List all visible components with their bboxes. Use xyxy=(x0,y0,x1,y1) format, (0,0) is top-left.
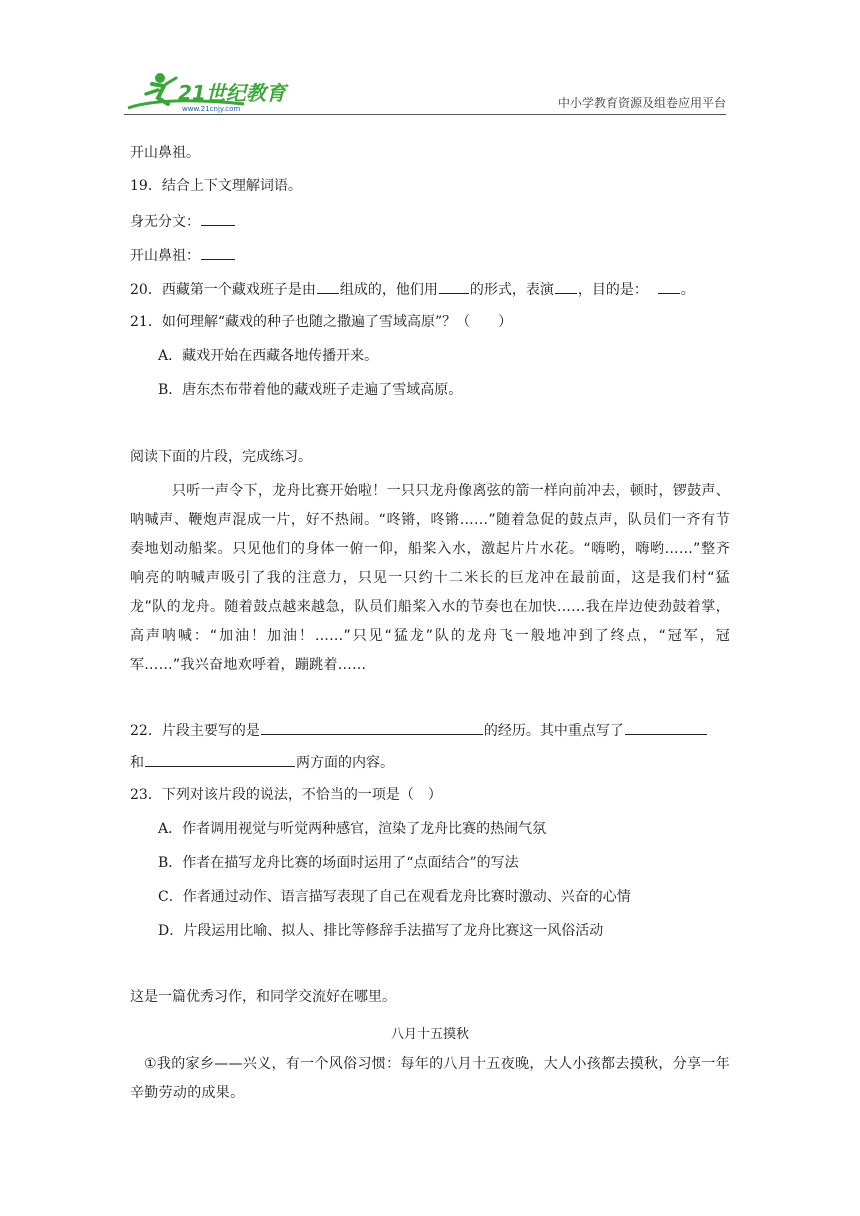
logo-url: www.21cnjy.com xyxy=(182,105,241,113)
page-header xyxy=(124,64,726,116)
q22-part: 22．片段主要写的是 xyxy=(130,723,260,739)
answer-blank[interactable] xyxy=(201,211,235,226)
reading-instruction: 阅读下面的片段，完成练习。 xyxy=(130,449,312,465)
answer-blank[interactable] xyxy=(439,279,469,294)
item-label: 身无分文： xyxy=(130,214,200,230)
question-19-item-a xyxy=(130,211,236,231)
option-c[interactable]: C．作者通过动作、语言描写表现了自己在观看龙舟比赛时激动、兴奋的心情 xyxy=(158,889,631,905)
text-line: 开山鼻祖。 xyxy=(130,145,200,161)
answer-blank[interactable] xyxy=(201,245,235,260)
question-19: 19．结合上下文理解词语。 xyxy=(130,178,302,194)
q20-part: 组成的，他们用 xyxy=(339,282,438,298)
q20-part: 20．西藏第一个藏戏班子是由 xyxy=(130,282,316,298)
question-22-line-1 xyxy=(130,720,708,740)
option-b[interactable]: B．作者在描写龙舟比赛的场面时运用了“点面结合”的写法 xyxy=(158,855,519,871)
site-logo xyxy=(124,68,294,114)
answer-blank[interactable] xyxy=(261,720,483,735)
reading-passage: 只听一声令下，龙舟比赛开始啦！一只只龙舟像离弦的箭一样向前冲去，顿时，锣鼓声、呐喊声、鞭炮声混成一片，好不热闹。“咚锵，咚锵……”随着急促的鼓点声，队员们一齐有节奏地划动船桨。只见他们的身体一俯一仰，船桨入水，激起片片水花。“嗨哟，嗨哟……”整齐响亮的呐喊声吸引了我的注意力，只见一只约十二米长的巨龙冲在最前面，这是我们村“猛龙”队的龙舟。随着鼓点越来越急，队员们船桨入水的节奏也在加快……我在岸边使劲鼓着掌，高声呐喊：“加油！加油！……”只见“猛龙”队的龙舟飞一般地冲到了终点，“冠军，冠军……”我兴奋地欢呼着，蹦跳着…… xyxy=(130,483,730,673)
question-19-item-b xyxy=(130,245,236,265)
header-divider xyxy=(124,114,726,115)
q22-part: 两方面的内容。 xyxy=(296,755,394,771)
question-21: 21．如何理解“藏戏的种子也随之撒遍了雪域高原”？（ ） xyxy=(130,314,513,330)
answer-blank[interactable] xyxy=(625,720,707,735)
logo-text: 21世纪教育 xyxy=(178,81,286,105)
option-b[interactable]: B．唐东杰布带着他的藏戏班子走遍了雪域高原。 xyxy=(158,382,463,398)
question-23: 23．下列对该片段的说法，不恰当的一项是（ ） xyxy=(130,787,442,803)
answer-blank[interactable] xyxy=(317,279,339,294)
essay-paragraph-1: ①我的家乡——兴义，有一个风俗习惯：每年的八月十五夜晚，大人小孩都去摸秋，分享一年辛勤劳动的成果。 xyxy=(130,1056,730,1101)
q20-part: 的形式，表演 xyxy=(469,282,554,298)
question-22-line-2 xyxy=(130,752,394,772)
answer-blank[interactable] xyxy=(145,752,295,767)
q22-part: 和 xyxy=(130,755,144,771)
option-a[interactable]: A．藏戏开始在西藏各地传播开来。 xyxy=(158,348,379,364)
option-a[interactable]: A．作者调用视觉与听觉两种感官，渲染了龙舟比赛的热闹气氛 xyxy=(158,821,547,837)
q22-part: 的经历。其中重点写了 xyxy=(483,723,624,739)
option-d[interactable]: D．片段运用比喻、拟人、排比等修辞手法描写了龙舟比赛这一风俗活动 xyxy=(158,923,604,939)
q20-part: 。 xyxy=(680,282,695,298)
answer-blank[interactable] xyxy=(658,279,680,294)
question-20 xyxy=(130,279,695,299)
essay-instruction: 这是一篇优秀习作，和同学交流好在哪里。 xyxy=(130,989,396,1005)
platform-name: 中小学教育资源及组卷应用平台 xyxy=(557,96,726,110)
essay-title: 八月十五摸秋 xyxy=(390,1027,469,1042)
answer-blank[interactable] xyxy=(555,279,577,294)
q20-part: ，目的是： xyxy=(577,282,648,298)
item-label: 开山鼻祖： xyxy=(130,248,200,264)
